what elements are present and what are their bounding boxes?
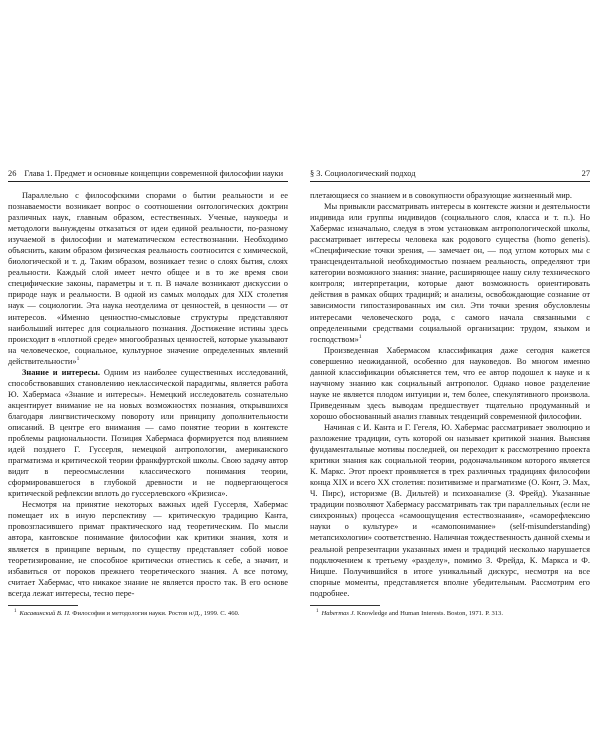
- chapter-title: Глава 1. Предмет и основные концепции современной философии науки: [24, 169, 284, 178]
- footnote: [8, 605, 288, 619]
- paragraph-text: Произведенная Хабермасом классификация даже сегодня кажется совершенно неожиданной, особенно для науковедов. Во многом именно данной классификации объясняется тем, что ее автор подошел к науке и к научному знанию как социальный антрополог. Однако новое разделение науке не является плодом интуиции и, тем более, спекулятивного произвола. Приведенным здесь выводам предшествует тщательно продуманный и хорошо обоснованный анализ главных тенденций современной философии.: [310, 345, 590, 421]
- footnote-author: Habermas J.: [321, 609, 356, 617]
- footnote-ref: 1: [76, 355, 80, 362]
- page-number: 26: [8, 169, 17, 178]
- right-page: [310, 168, 590, 618]
- section-lead: Знание и интересы.: [22, 367, 100, 377]
- paragraph: [310, 190, 590, 201]
- footnote-text: Knowledge and Human Interests. Boston, 1971. P. 313.: [355, 609, 503, 617]
- paragraph-text: Параллельно с философскими спорами о бытии реальности и ее познаваемости возникает вопрос о соотношении онтологических доктрин различных наук, главным образом, естественных. Ученые, наукоеды и методологи вынуждены отказаться от идеи единой реальности, по-разному изучаемой в философии и математическом естествознании. Необходимо объяснить, каким образом физическая реальность соотносится с химической, биологической и т. д. Таким образом, возникает тезис о слоях бытия, слоях реальности. Каждый слой имеет нечто общее и в то же время свои специфические законы, параметры и т. п. В начале возникают дискуссии о природе наук и реальности. В одной из самых молодых для XIX столетия наук — социологии. Эта наука неотделима от ценностей, в ценности — от интересов. «Именно ценностно-смысловые структуры представляют наибольший интерес для социального познания. Достижение истины здесь происходит в «плотной среде» многообразных ценностей, которые указывают на человеческое, социальное, культурное значение определенных явлений действительности»: [8, 191, 288, 366]
- footnote-ref: 1: [358, 333, 362, 340]
- paragraph-text: Одним из наиболее существенных исследований, способствовавших становлению неклассической парадигмы, является работа Ю. Хабермаса «Знание и интересы». Немецкий исследователь сознательно акцентирует внимание не на новых возможностях познания, открывшихся благодаря лингвистическому повороту или принципу дополнительности описаний. В центре его внимания — само понятие теории в контексте проблемы рациональности. Позиция Хабермаса формируется под влиянием идей позднего Г. Гуссерля, немецкой антропологии, американского прагматизма и критической теории франкфуртской школы. Свою задачу автор видит в переосмыслении классического понимания теории, сформировавшегося в глубокой древности и не подвергающегося критической рефлексии вплоть до гуссерлевского «Кризиса».: [8, 367, 288, 499]
- paragraph-text: Несмотря на принятие некоторых важных идей Гуссерля, Хабермас помещает их в иную перспективу — критическую традицию Канта, провозгласившего примат практического над теоретическим. По мысли автора, кантовское понимание философии как критики знания, хотя и является в принципе верным, по существу представляет собой новое теоретизирование, не способное критически отнестись к себе, а значит, и избавиться от пороков прежнего теоретического знания. А все потому, считает Хабермас, что никакое знание не является просто так. В его основе всегда лежат интересы, тесно пере-: [8, 500, 288, 598]
- footnote-mark: 1: [14, 608, 17, 614]
- paragraph-text: плетающиеся со знанием и в совокупности образующие жизненный мир.: [310, 191, 572, 200]
- footnote-author: Касавинский В. П.: [19, 609, 71, 617]
- paragraph: [8, 499, 288, 598]
- body-text: [310, 190, 590, 599]
- paragraph: [8, 190, 288, 367]
- body-text: [8, 190, 288, 599]
- running-head: [310, 168, 590, 182]
- paragraph: [310, 345, 590, 422]
- paragraph: [310, 201, 590, 345]
- page-number: 27: [581, 169, 590, 178]
- paragraph: [8, 367, 288, 500]
- section-title: § 3. Социологический подход: [310, 169, 416, 178]
- running-head: [8, 168, 288, 182]
- footnote-mark: 1: [316, 608, 319, 614]
- paragraph-text: Начиная с И. Канта и Г. Гегеля, Ю. Хабермас рассматривает эволюцию и разложение традиции, суть которой он называет критикой знания. Выясняя фундаментальные мотивы последней, он переходит к рассмотрению проекта критики знания как социальной теории, родоначальником которого является К. Маркс. Этот проект проявляется в трех различных традициях философии конца XIX и всего XX столетия: позитивизме и прагматизме (О. Конт, Э. Мах, Ч. Пирс), историзме (В. Дильтей) и психоанализе (З. Фрейд). Указанные традиции позволяют Хабермасу рассматривать так три параллельных (если не синхронных) процесса «самоощущения естествознания», «саморефлексию науки о культуре» и «самопонимание» (self-misunderstanding) метапсихологии» соответственно. Наличная тождественность данной схемы и реальной репрезентации указанных имен и традиций несколько нарушается подключением к третьему «разделу», помимо З. Фрейда, К. Маркса и Ф. Ницше. Получившийся в итоге уникальный дискурс, несмотря на все спорные моменты, представляется вполне убедительным. Рассмотрим его подробнее.: [310, 422, 591, 598]
- footnote: [310, 605, 590, 619]
- paragraph: [310, 422, 590, 599]
- footnote-text: Философия и методология науки. Ростов н/Д., 1999. С. 460.: [70, 609, 240, 617]
- paragraph-text: Мы привыкли рассматривать интересы в контексте жизни и деятельности индивида или группы индивидов (социального слоя, класса и т. п.). Но Хабермас изначально, следуя в этом установкам антропологической школы, рассматривает интересы человека как родового существа (homo generis). «Специфические точки зрения, — замечает он, — под углом которых мы с трансцендентальной необходимостью познаем реальность, определяют три категории возможного знания: знание, расширяющее нашу силу технического контроля; интерпретации, которые дают возможность ориентировать действия в рамках общих традиций; и анализы, освобождающие сознание от зависимости гипостазированных им сил. Эти точки зрения обусловлены интересами человеческого рода, с самого начала связанными с определенными средствами социальной организации: трудом, языком и господством»: [310, 202, 590, 344]
- left-page: [8, 168, 288, 618]
